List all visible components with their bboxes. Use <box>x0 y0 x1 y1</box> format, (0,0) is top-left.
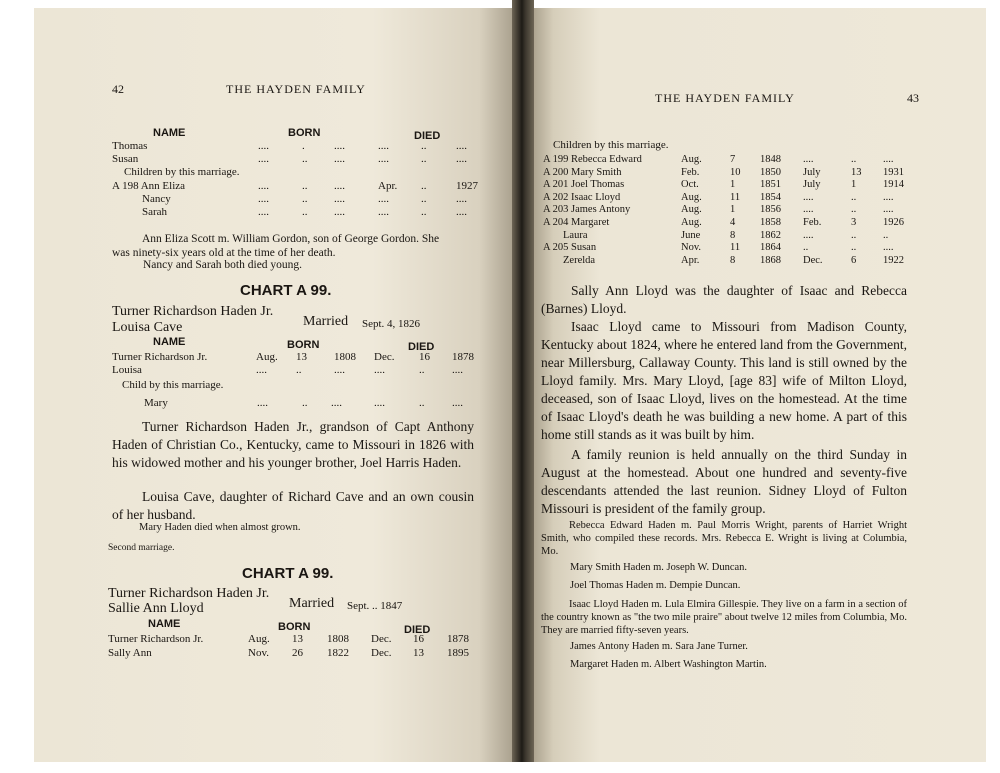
column-header-name: NAME <box>153 127 186 139</box>
row-cell: .. <box>851 204 857 216</box>
note-line: Ann Eliza Scott m. William Gordon, son of George Gordon. She <box>142 233 440 245</box>
paragraph-text: Louisa Cave, daughter of Richard Cave and an own cousin of her husband. <box>112 489 474 522</box>
row-cell: .. <box>851 229 857 241</box>
row-name: Turner Richardson Jr. <box>112 351 208 363</box>
row-cell: July <box>803 166 821 178</box>
row-cell: 1858 <box>760 217 781 228</box>
row-cell: 1878 <box>447 633 469 645</box>
married-label: Married <box>289 596 335 611</box>
row-cell: Apr. <box>681 254 700 266</box>
page-number: 43 <box>907 91 919 105</box>
row-cell: 11 <box>730 191 741 203</box>
row-cell: . <box>302 140 305 152</box>
page-bottom-edge <box>0 762 1000 773</box>
row-cell: 7 <box>730 154 736 165</box>
row-cell: .... <box>883 204 894 216</box>
row-cell: .... <box>883 191 894 203</box>
row-cell: .. <box>419 397 425 409</box>
row-name: Turner Richardson Jr. <box>108 633 204 645</box>
row-cell: 1927 <box>456 179 478 192</box>
row-cell: 1850 <box>760 166 781 178</box>
row-cell: Aug. <box>681 204 702 216</box>
row-cell: 4 <box>730 217 736 228</box>
row-cell: 13 <box>296 351 307 363</box>
row-cell: .. <box>302 192 308 205</box>
row-cell: 1856 <box>760 204 781 216</box>
row-cell: .. <box>421 140 427 152</box>
row-cell: .... <box>883 154 894 165</box>
row-cell: .. <box>803 242 809 254</box>
row-cell: .... <box>803 204 814 216</box>
row-cell: .... <box>256 364 267 376</box>
row-cell: 1851 <box>760 179 781 191</box>
row-cell: Nov. <box>681 242 702 254</box>
row-cell: .. <box>421 192 427 205</box>
row-name: Sally Ann <box>108 647 152 659</box>
row-cell: .... <box>378 153 389 166</box>
second-marriage-label: Second marriage. <box>108 543 175 553</box>
row-cell: Aug. <box>248 633 270 645</box>
row-cell: 1926 <box>883 217 904 228</box>
paragraph-louisa <box>112 488 474 524</box>
spouse-1: Turner Richardson Haden Jr. <box>108 586 270 601</box>
row-cell: .... <box>334 364 345 376</box>
row-name: Nancy <box>142 192 171 205</box>
spouse-2: Sallie Ann Lloyd <box>108 601 204 616</box>
row-cell: 1868 <box>760 254 781 266</box>
row-cell: 1878 <box>452 351 474 363</box>
chart-heading: CHART A 99. <box>242 565 334 582</box>
row-cell: 1914 <box>883 179 904 191</box>
row-cell: Dec. <box>371 633 392 645</box>
row-cell: .... <box>452 397 463 409</box>
row-cell: .... <box>374 397 385 409</box>
row-cell: .. <box>421 153 427 166</box>
married-date: Sept. .. 1847 <box>347 600 403 612</box>
row-name: Susan <box>112 153 139 166</box>
row-cell: Aug. <box>681 217 702 228</box>
row-cell: 8 <box>730 254 736 266</box>
paragraph-text: Sally Ann Lloyd was the daughter of Isaac and Rebecca (Barnes) Lloyd. <box>541 283 907 316</box>
row-cell: .... <box>331 397 342 409</box>
row-cell: Feb. <box>803 217 822 228</box>
running-head: THE HAYDEN FAMILY <box>655 91 795 105</box>
row-cell: .... <box>334 153 345 166</box>
row-cell: .... <box>378 206 389 218</box>
row-cell: 1854 <box>760 191 781 203</box>
paragraph-text: A family reunion is held annually on the third Sunday in August at the homestead. About one hundred and seventy-five descendants attended the last reunion. Sidney Lloyd of Fulton Missouri is president of the family group. <box>541 447 907 516</box>
row-cell: .... <box>334 206 345 218</box>
row-cell: .... <box>378 192 389 205</box>
row-cell: 26 <box>292 647 303 659</box>
note-mary-smith: Mary Smith Haden m. Joseph W. Duncan. <box>570 562 748 573</box>
column-header-died: DIED <box>414 130 441 142</box>
row-cell: July <box>803 179 821 191</box>
note-mary: Mary Haden died when almost grown. <box>139 522 301 533</box>
column-header-died: DIED <box>404 624 431 636</box>
note-ann-eliza <box>112 232 474 260</box>
row-cell: Nov. <box>248 647 269 659</box>
row-cell: 13 <box>413 647 424 659</box>
row-name: A 203 James Antony <box>543 204 631 216</box>
row-cell: Apr. <box>378 179 398 192</box>
row-cell: 13 <box>851 166 862 178</box>
row-cell: 1848 <box>760 154 781 165</box>
row-name: A 202 Isaac Lloyd <box>543 191 621 203</box>
row-name: A 201 Joel Thomas <box>543 179 625 191</box>
note-nancy-sarah: Nancy and Sarah both died young. <box>143 259 303 271</box>
married-label: Married <box>303 314 349 329</box>
row-cell: 1808 <box>327 633 349 645</box>
row-cell: 1895 <box>447 647 469 659</box>
running-head: THE HAYDEN FAMILY <box>226 82 366 96</box>
row-cell: .... <box>456 192 467 205</box>
note-rebecca <box>541 519 907 558</box>
row-cell: 1864 <box>760 242 781 254</box>
row-cell: .... <box>456 140 467 152</box>
row-cell: 1 <box>730 204 736 216</box>
row-cell: .. <box>883 229 889 241</box>
row-cell: 1822 <box>327 647 349 659</box>
row-name: A 204 Margaret <box>543 217 610 228</box>
row-cell: June <box>681 229 701 241</box>
row-cell: .. <box>851 191 857 203</box>
row-cell: 1862 <box>760 229 781 241</box>
married-date: Sept. 4, 1826 <box>362 318 421 330</box>
note-line: was ninety-six years old at the time of her death. <box>112 247 336 259</box>
row-name: Mary <box>144 397 168 409</box>
row-cell: .... <box>456 206 467 218</box>
row-cell: .... <box>258 206 269 218</box>
row-cell: Oct. <box>681 179 699 191</box>
chart-heading: CHART A 99. <box>240 282 332 299</box>
column-header-born: BORN <box>288 127 321 139</box>
column-header-born: BORN <box>287 339 320 351</box>
row-cell: Aug. <box>681 154 702 165</box>
row-cell: 3 <box>851 217 857 228</box>
row-cell: .. <box>302 397 308 409</box>
page-number: 42 <box>112 82 124 96</box>
note-isaac-lloyd <box>541 598 907 637</box>
column-header-born: BORN <box>278 621 311 633</box>
row-cell: Aug. <box>256 351 278 363</box>
row-name: A 199 Rebecca Edward <box>543 154 642 165</box>
row-cell: 10 <box>730 166 741 178</box>
row-cell: .... <box>334 179 345 192</box>
row-cell: 6 <box>851 254 857 266</box>
row-name: Sarah <box>142 206 168 218</box>
row-name: A 198 Ann Eliza <box>112 179 186 192</box>
book-gutter <box>512 0 534 773</box>
row-cell: Aug. <box>681 191 702 203</box>
row-cell: 16 <box>413 633 424 645</box>
row-cell: .... <box>374 364 385 376</box>
row-cell: .... <box>803 191 814 203</box>
row-cell: .... <box>258 192 269 205</box>
row-name: Zerelda <box>563 254 596 266</box>
children-label: Children by this marriage. <box>553 139 669 151</box>
row-cell: .... <box>378 140 389 152</box>
paragraph-sally <box>541 282 907 318</box>
row-cell: 11 <box>730 242 741 254</box>
paragraph-text: Turner Richardson Haden Jr., grandson of Capt Anthony Haden of Christian Co., Kentucky, came to Missouri in 1826 with his widowed mother and his younger brother, Joel Harris Haden. <box>112 419 474 470</box>
spouse-2: Louisa Cave <box>112 320 183 335</box>
children-label: Child by this marriage. <box>122 379 224 391</box>
row-name: Louisa <box>112 364 142 376</box>
row-cell: 1931 <box>883 166 904 178</box>
column-header-name: NAME <box>153 336 186 348</box>
row-cell: .... <box>258 140 269 152</box>
row-cell: .... <box>803 229 814 241</box>
paragraph-reunion <box>541 446 907 518</box>
row-cell: 1922 <box>883 254 904 266</box>
row-cell: 1 <box>730 179 736 191</box>
row-cell: .. <box>851 242 857 254</box>
row-cell: Feb. <box>681 166 700 178</box>
note-text: Isaac Lloyd Haden m. Lula Elmira Gillespie. They live on a farm in a section of the country known as "the two mile praire" about twelve 12 miles from Columbia, Mo. They are married fifty-seven years. <box>541 599 907 636</box>
row-cell: .... <box>803 154 814 165</box>
column-header-name: NAME <box>148 618 181 630</box>
row-cell: Dec. <box>374 351 395 363</box>
row-cell: .. <box>302 206 308 218</box>
row-cell: .. <box>296 364 302 376</box>
row-cell: .. <box>421 206 427 218</box>
row-cell: .... <box>334 140 345 152</box>
row-cell: Dec. <box>803 254 823 266</box>
row-name: A 200 Mary Smith <box>543 166 622 178</box>
note-margaret: Margaret Haden m. Albert Washington Martin. <box>570 659 767 670</box>
note-joel: Joel Thomas Haden m. Dempie Duncan. <box>570 580 741 591</box>
row-cell: 1 <box>851 179 857 191</box>
row-cell: .. <box>419 364 425 376</box>
note-text: Rebecca Edward Haden m. Paul Morris Wright, parents of Harriet Wright Smith, who compiled these records. Mrs. Rebecca E. Wright is living at Columbia, Mo. <box>541 520 907 557</box>
row-cell: .... <box>883 242 894 254</box>
row-cell: .... <box>334 192 345 205</box>
row-cell: .. <box>302 179 308 192</box>
row-cell: .. <box>421 179 427 192</box>
row-name: Children by this marriage. <box>124 166 240 179</box>
row-cell: 8 <box>730 229 736 241</box>
row-name: Laura <box>563 229 588 241</box>
row-cell: .... <box>258 153 269 166</box>
row-cell: .... <box>258 179 269 192</box>
row-cell: .. <box>851 154 857 165</box>
note-james: James Antony Haden m. Sara Jane Turner. <box>570 641 748 652</box>
row-cell: Dec. <box>371 647 392 659</box>
row-cell: .. <box>302 153 308 166</box>
row-name: Thomas <box>112 140 148 152</box>
paragraph-isaac <box>541 318 907 444</box>
row-name: A 205 Susan <box>543 242 597 254</box>
spouse-1: Turner Richardson Haden Jr. <box>112 304 274 319</box>
row-cell: .... <box>456 153 467 166</box>
paragraph-text: Isaac Lloyd came to Missouri from Madison County, Kentucky about 1824, where he entered land from the Government, near Millersburg, Callaway County. This land is still owned by the Lloyd family. Mrs. Mary Lloyd, [age 83] wife of Milton Lloyd, deceased, son of Isaac Lloyd, lives on the homestead. At the time of Isaac Lloyd's death he was building a new home. A part of this home still stands as it was built by him. <box>541 319 907 442</box>
row-cell: .... <box>257 397 268 409</box>
paragraph-turner <box>112 418 474 472</box>
row-cell: 13 <box>292 633 303 645</box>
row-cell: 16 <box>419 351 430 363</box>
row-cell: 1808 <box>334 351 356 363</box>
column-header-died: DIED <box>408 341 435 353</box>
left-page <box>34 8 518 768</box>
row-cell: .... <box>452 364 463 376</box>
